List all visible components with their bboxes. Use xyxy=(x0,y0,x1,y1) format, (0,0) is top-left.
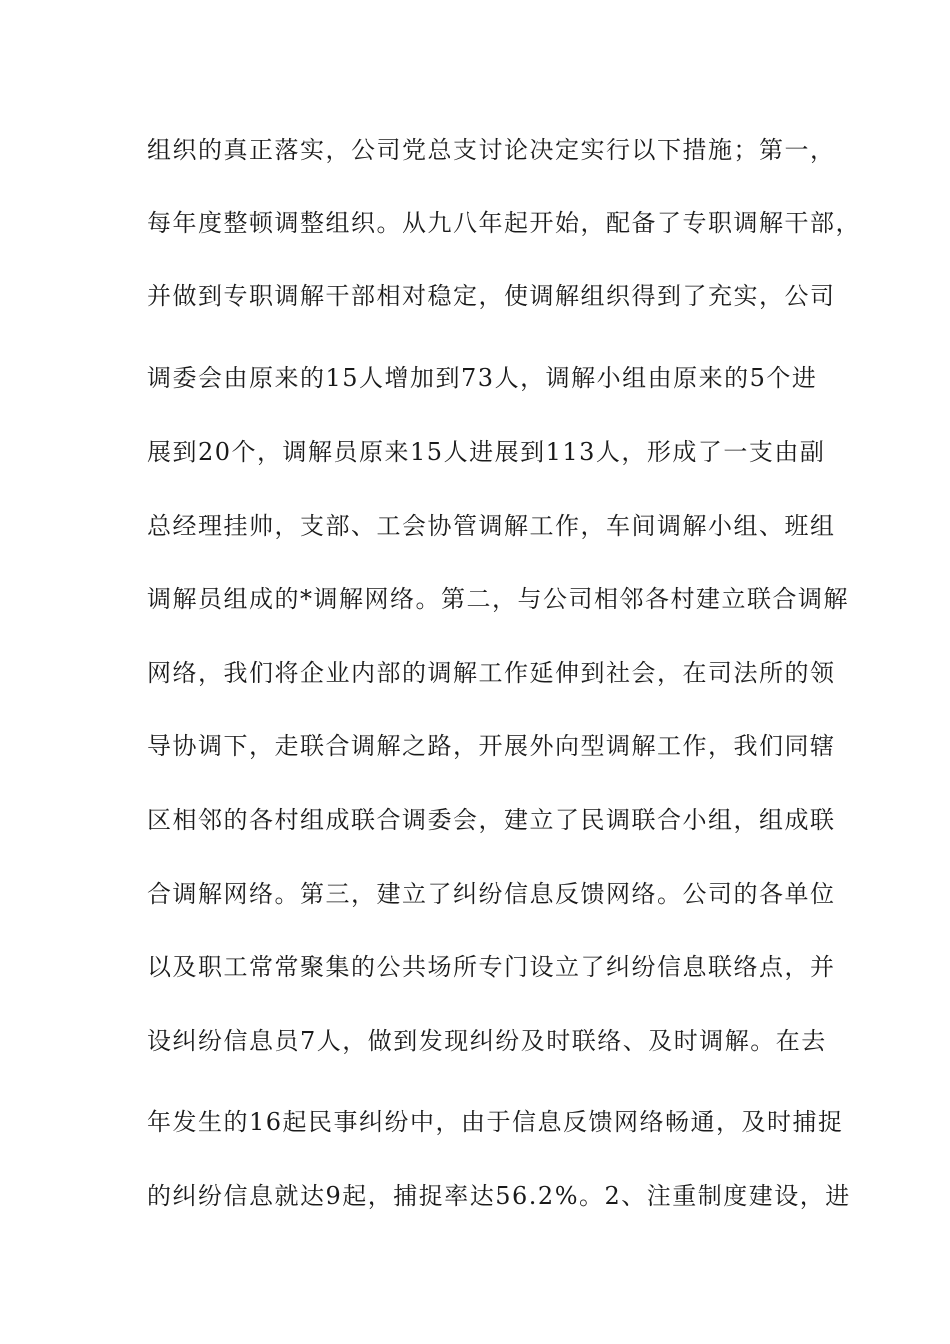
text-line: 总经理挂帅，支部、工会协管调解工作，车间调解小组、班组 xyxy=(147,512,836,540)
text-line: 导协调下，走联合调解之路，开展外向型调解工作，我们同辖 xyxy=(147,732,836,760)
text-line: 调委会由原来的15人增加到73人，调解小组由原来的5个进 xyxy=(147,364,818,392)
text-line: 每年度整顿调整组织。从九八年起开始，配备了专职调解干部， xyxy=(147,209,861,237)
text-line: 以及职工常常聚集的公共场所专门设立了纠纷信息联络点，并 xyxy=(147,953,836,981)
text-line: 组织的真正落实，公司党总支讨论决定实行以下措施；第一， xyxy=(147,136,836,164)
text-line: 并做到专职调解干部相对稳定，使调解组织得到了充实，公司 xyxy=(147,282,836,310)
text-line: 设纠纷信息员7人，做到发现纠纷及时联络、及时调解。在去 xyxy=(147,1027,827,1055)
text-line: 区相邻的各村组成联合调委会，建立了民调联合小组，组成联 xyxy=(147,806,836,834)
text-line: 展到20个，调解员原来15人进展到113人，形成了一支由副 xyxy=(147,438,826,466)
text-line: 合调解网络。第三，建立了纠纷信息反馈网络。公司的各单位 xyxy=(147,880,836,908)
text-line: 的纠纷信息就达9起，捕捉率达56.2%。2、注重制度建设，进 xyxy=(147,1182,851,1210)
text-line: 调解员组成的*调解网络。第二，与公司相邻各村建立联合调解 xyxy=(147,585,849,613)
text-line: 网络，我们将企业内部的调解工作延伸到社会，在司法所的领 xyxy=(147,659,836,687)
text-line: 年发生的16起民事纠纷中，由于信息反馈网络畅通，及时捕捉 xyxy=(147,1108,844,1136)
